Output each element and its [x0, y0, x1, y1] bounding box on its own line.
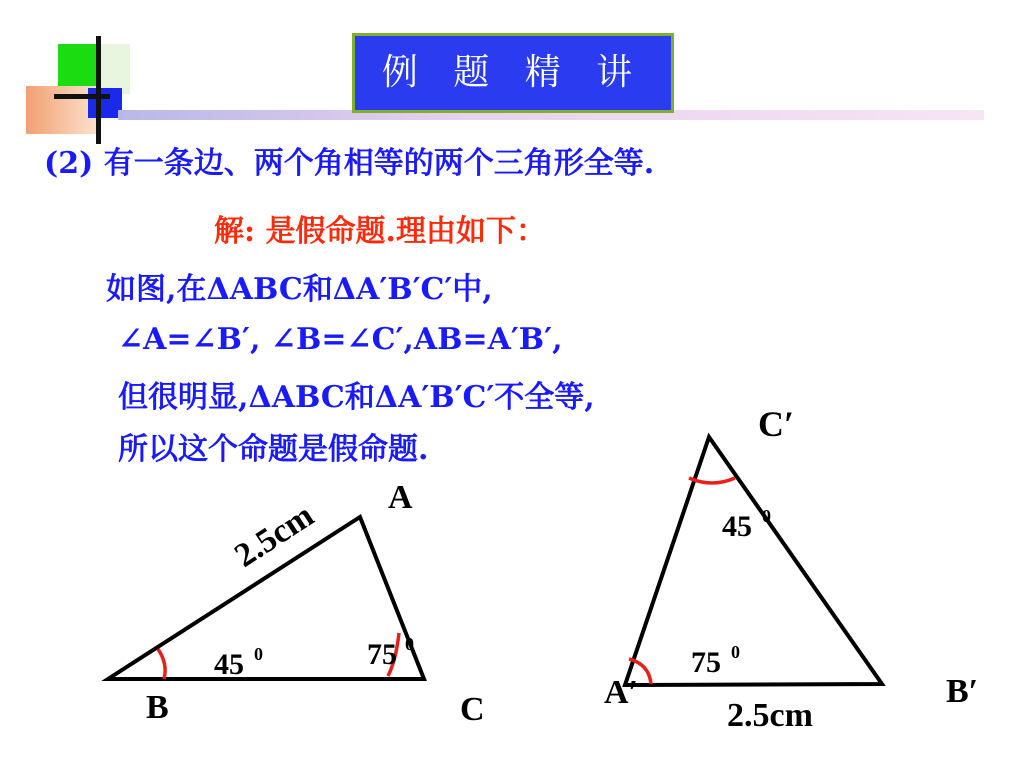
angle-a1-value: 75	[691, 646, 721, 679]
side-ab-length: 2.5cm	[228, 496, 321, 575]
vertex-c1-label: C′	[758, 404, 795, 444]
angle-c1-arc	[689, 478, 735, 483]
triangle-a1b1c1	[625, 437, 882, 685]
angle-b-degree: 0	[254, 644, 263, 664]
vertex-a1-label: A′	[604, 674, 639, 711]
angle-a-value: 75	[367, 638, 397, 671]
angle-c1-degree: 0	[762, 506, 771, 526]
angle-a1-degree: 0	[731, 642, 740, 662]
problem-statement: (2) 有一条边、两个角相等的两个三角形全等.	[44, 146, 655, 181]
angle-a-degree: 0	[405, 634, 414, 654]
vertex-a-label: A	[388, 479, 413, 516]
solution-line-3: 但很明显,ΔABC和ΔA′B′C′不全等,	[118, 380, 595, 415]
solution-line-4: 所以这个命题是假命题.	[118, 432, 429, 467]
vertex-b-label: B	[146, 689, 169, 726]
vertex-c-label: C	[460, 691, 485, 728]
angle-b-value: 45	[214, 648, 244, 681]
solution-line-1: 如图,在ΔABC和ΔA′B′C′中,	[106, 272, 493, 307]
page-title: 例 题 精 讲	[352, 33, 674, 113]
angle-c1-value: 45	[722, 510, 752, 543]
side-a1b1-length: 2.5cm	[727, 697, 813, 734]
vertex-b1-label: B′	[946, 673, 979, 710]
angle-b-arc	[158, 649, 165, 679]
solution-line-2: ∠A=∠B′, ∠B=∠C′,AB=A′B′,	[118, 322, 563, 357]
solution-heading: 解: 是假命题.理由如下：	[214, 214, 546, 249]
